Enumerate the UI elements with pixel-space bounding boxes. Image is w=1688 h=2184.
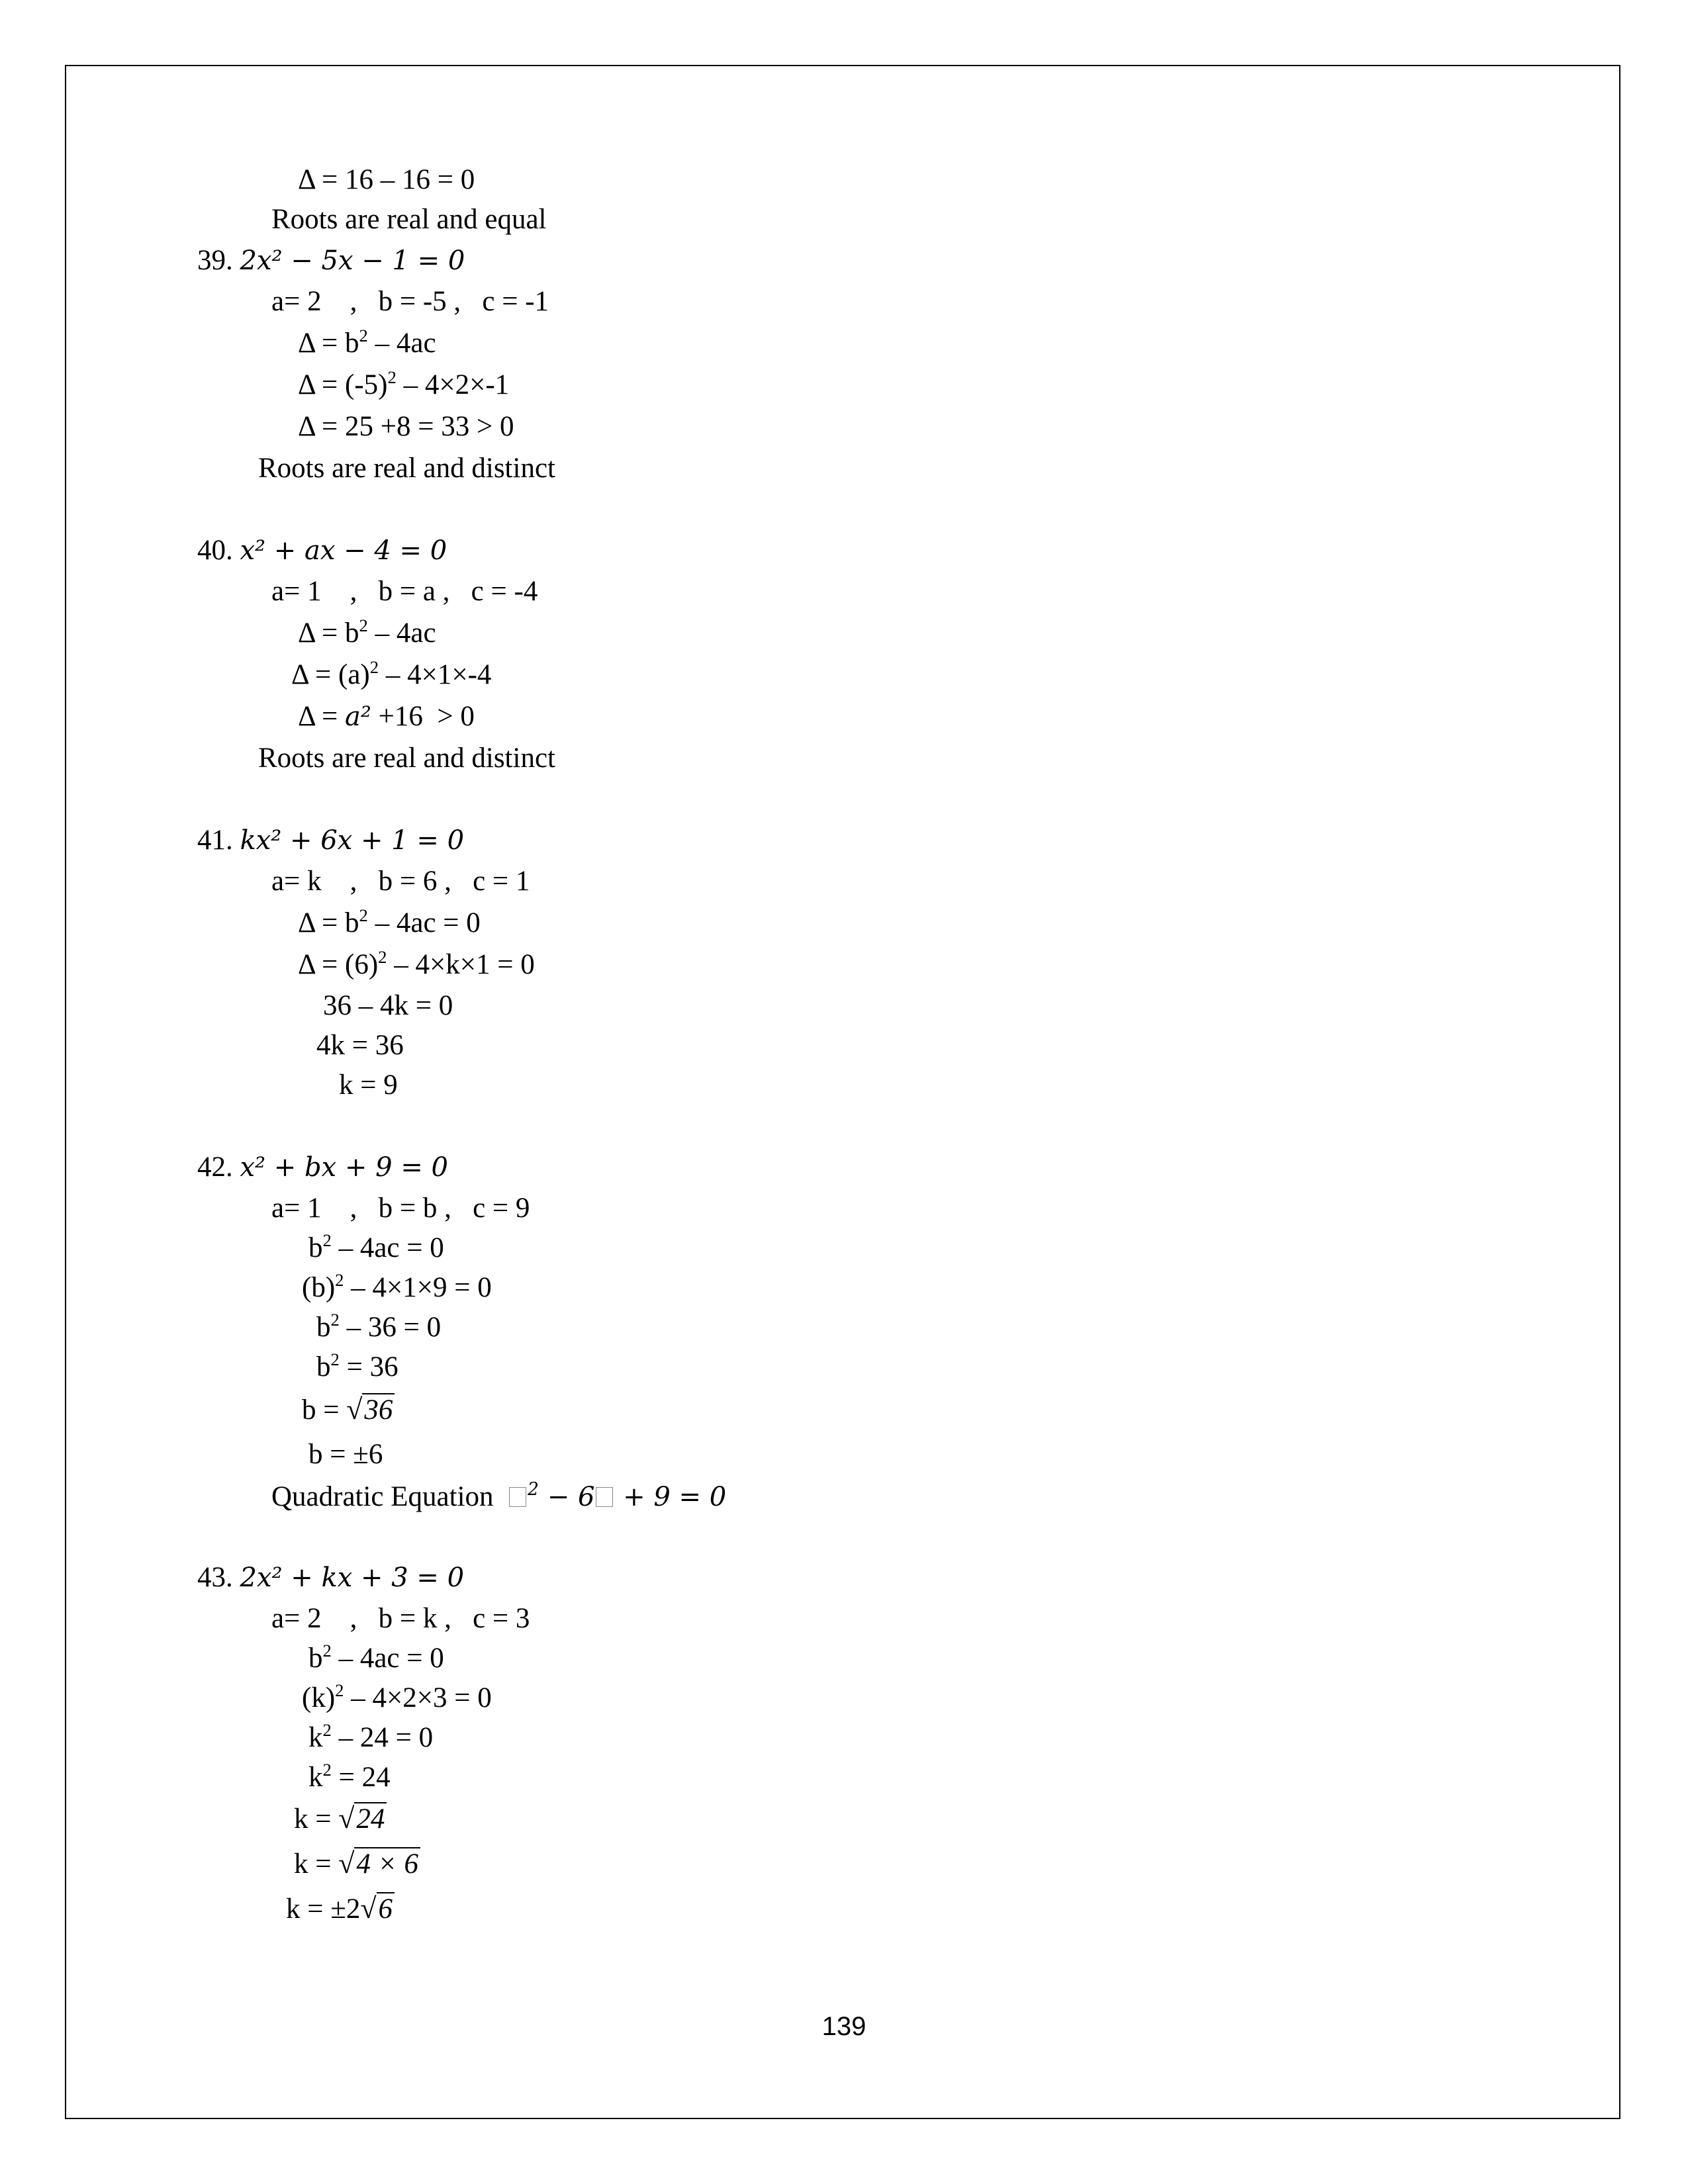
solution-step: k = √24 [294,1804,387,1833]
solution-step: $k^2 - 24 = 0$ [308,1720,434,1753]
discriminant-formula: $\Delta = b^2 - 4ac = 0$ [298,905,481,938]
discriminant-substitution: $\Delta = (a)^2 - 4\times 1\times-4$ [291,657,492,690]
coefficients-line: a= 1 , b = b , c = 9 [271,1193,530,1224]
missing-glyph-box [596,1487,613,1507]
conclusion-line: Roots are real and distinct [258,453,555,484]
page-number: 139 [821,2012,867,2041]
discriminant-substitution: $\Delta = (-5)^2 - 4\times 2\times-1$ [298,367,510,400]
missing-glyph-box [509,1487,526,1507]
discriminant-formula: $\Delta = b^2 - 4ac$ [298,615,436,649]
conclusion-line: Roots are real and equal [271,204,547,235]
solution-result: b = ±6 [308,1439,383,1470]
discriminant-value: Δ = a² +16 > 0 [298,701,475,732]
solution-step: $(b)^2 - 4\times 1\times 9 = 0$ [302,1270,492,1303]
coefficients-line: a= 2 , b = k , c = 3 [271,1603,530,1634]
discriminant-formula: $\Delta = b^2 - 4ac$ [298,326,436,359]
conclusion-line: Roots are real and distinct [258,743,555,774]
solution-step: $(k)^2 - 4\times 2\times 3 = 0$ [302,1680,492,1713]
problem-39-heading: 39. 2x² − 5x − 1 = 0 [197,245,465,276]
problem-41-heading: 41. kx² + 6x + 1 = 0 [197,825,465,856]
problem-42-heading: 42. x² + bx + 9 = 0 [197,1152,448,1183]
quadratic-equation-result: Quadratic Equation $^2$ − 6 + 9 = 0 [271,1479,727,1512]
solution-step: $k^2 = 24$ [308,1760,391,1793]
discriminant-line: Δ = 16 – 16 = 0 [298,164,475,195]
solution-result: k = ±2√6 [286,1894,395,1923]
solution-step: $b^2 = 36$ [316,1349,399,1383]
discriminant-value: Δ = 25 +8 = 33 > 0 [298,411,514,442]
solution-result: k = 9 [339,1069,398,1101]
problem-40-heading: 40. x² + ax − 4 = 0 [197,535,447,566]
solution-step: 4k = 36 [316,1030,404,1061]
solution-step: $b^2 - 4ac = 0$ [308,1230,444,1263]
discriminant-substitution: $\Delta = (6)^2 - 4\times k\times 1 = 0$ [298,947,535,980]
solution-step: k = √4 × 6 [294,1849,420,1878]
coefficients-line: a= k , b = 6 , c = 1 [271,866,530,897]
problem-43-heading: 43. 2x² + kx + 3 = 0 [197,1562,465,1593]
solution-step: $b^2 - 4ac = 0$ [308,1641,444,1674]
solution-step: $b^2 - 36 = 0$ [316,1310,442,1343]
solution-step: b = √36 [302,1395,395,1424]
coefficients-line: a= 2 , b = -5 , c = -1 [271,286,549,317]
solution-step: 36 – 4k = 0 [323,990,453,1021]
coefficients-line: a= 1 , b = a , c = -4 [271,576,538,607]
